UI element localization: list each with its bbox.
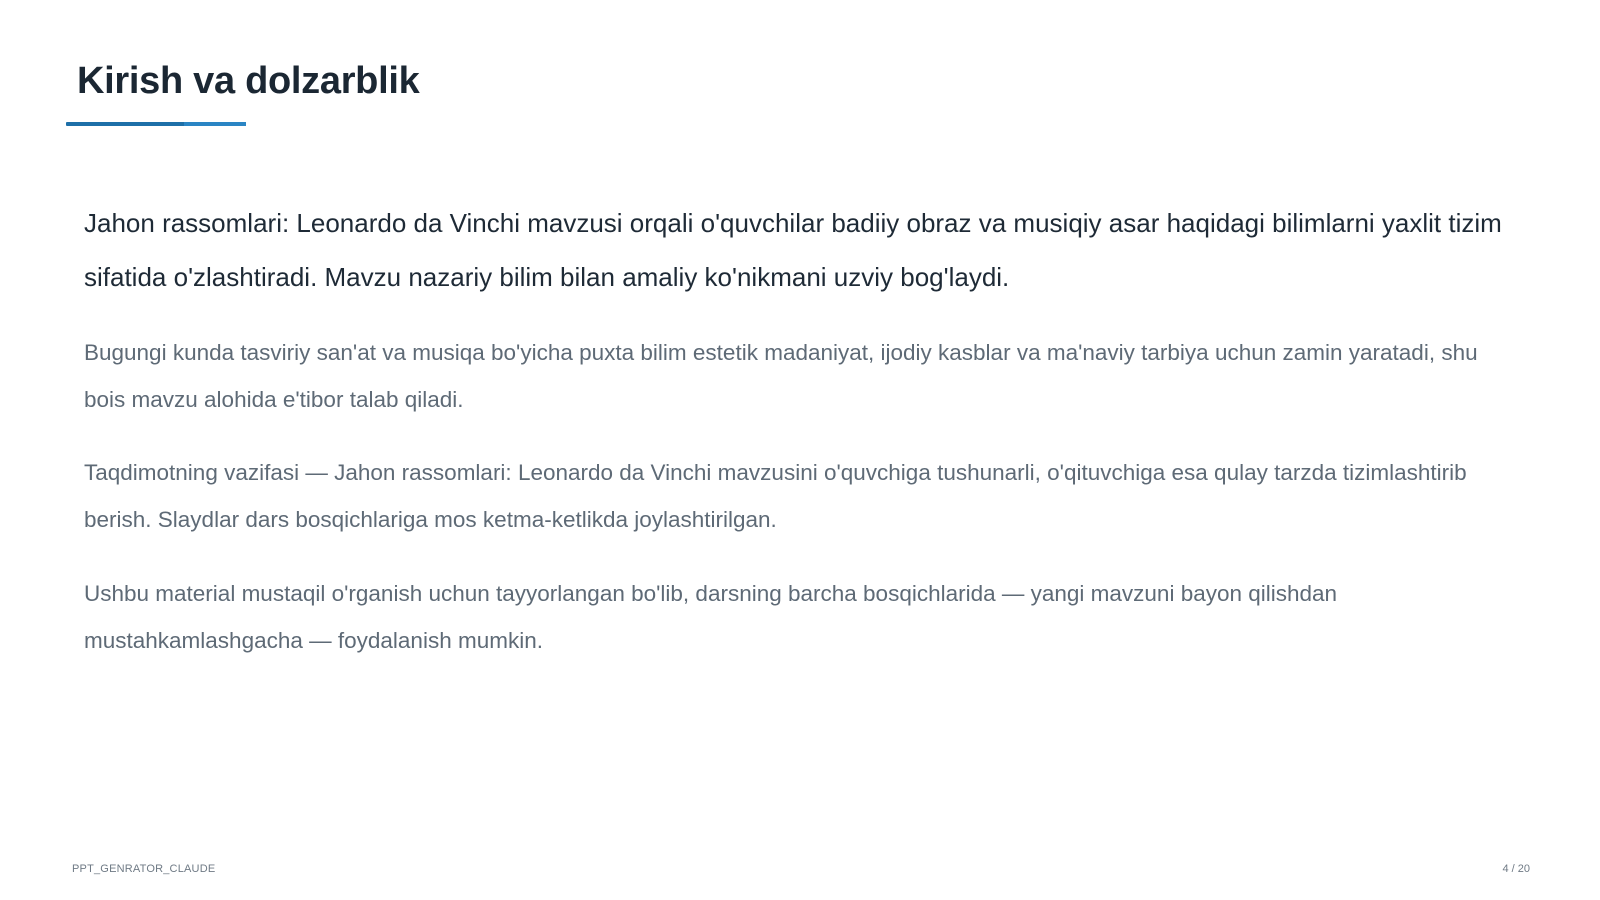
- body-paragraph-relevance: Bugungi kunda tasviriy san'at va musiqa bo'yicha puxta bilim estetik madaniyat, ijodiy kasblar va ma'naviy tarbiya uchun zamin yaratadi, shu bois mavzu alohida e'tibor talab qiladi.: [84, 340, 1478, 412]
- page-number: 4 / 20: [1502, 863, 1530, 875]
- title-underline: [66, 122, 246, 126]
- body-paragraph-usage: Ushbu material mustaqil o'rganish uchun tayyorlangan bo'lib, darsning barcha bosqichlarida — yangi mavzuni bayon qilishdan mustahkamlashgacha — foydalanish mumkin.: [84, 581, 1338, 653]
- slide-title: Kirish va dolzarblik: [77, 60, 420, 102]
- body-paragraph-purpose: Taqdimotning vazifasi — Jahon rassomlari: Leonardo da Vinchi mavzusini o'quvchiga tushunarli, o'qituvchiga esa qulay tarzda tizimlashtirib berish. Slaydlar dars bosqichlariga mos ketma-ketlikda joylashtirilgan.: [84, 460, 1467, 532]
- footer-brand: PPT_GENRATOR_CLAUDE: [72, 863, 216, 875]
- lead-paragraph: Jahon rassomlari: Leonardo da Vinchi mavzusi orqali o'quvchilar badiiy obraz va musiqiy asar haqidagi bilimlarni yaxlit tizim sifatida o'zlashtiradi. Mavzu nazariy bilim bilan amaliy ko'nikmani uzviy bog'laydi.: [84, 208, 1502, 292]
